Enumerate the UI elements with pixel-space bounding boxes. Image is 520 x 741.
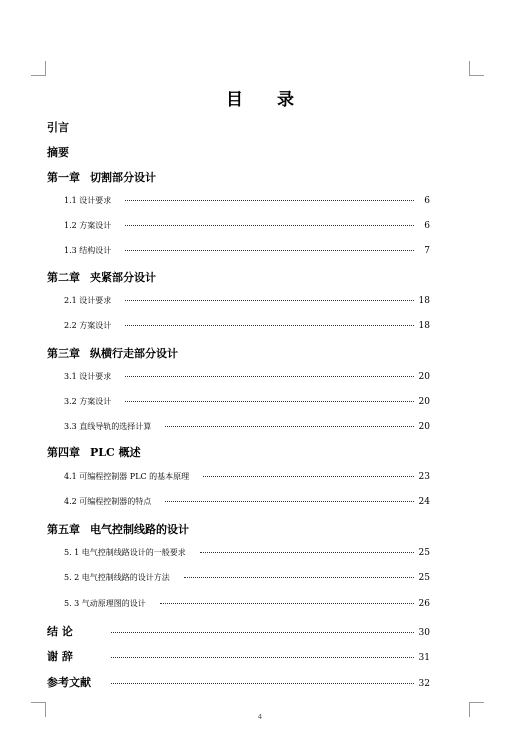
- dot-leader: [165, 425, 414, 427]
- toc-section-5-1[interactable]: [64, 547, 430, 558]
- chapter-number: 第一章: [47, 171, 80, 184]
- section-label: 5. 3 气动原理图的设计: [64, 599, 146, 608]
- dot-leader: [125, 324, 414, 326]
- footer-page-number: 4: [257, 713, 263, 721]
- chapter-number: 第二章: [47, 271, 80, 284]
- dot-leader: [125, 299, 414, 301]
- section-label: 1.1 设计要求: [64, 196, 112, 205]
- toc-section-3-3[interactable]: [64, 421, 430, 432]
- page-number: 26: [418, 599, 430, 609]
- toc-preface-label: 引言: [47, 121, 69, 134]
- back-matter-label: 参考文献: [47, 676, 91, 689]
- section-label: 2.1 设计要求: [64, 296, 112, 305]
- dot-leader: [111, 682, 414, 684]
- section-label: 5. 1 电气控制线路设计的一般要求: [64, 548, 186, 557]
- section-label: 5. 2 电气控制线路的设计方法: [64, 573, 170, 582]
- toc-references[interactable]: [47, 674, 430, 690]
- dot-leader: [184, 576, 414, 578]
- page-number: 20: [418, 397, 430, 407]
- page-number: 7: [424, 246, 430, 256]
- dot-leader: [165, 500, 414, 502]
- back-matter-label: 结 论: [47, 625, 73, 638]
- toc-preface[interactable]: [47, 119, 69, 135]
- chapter-number: 第五章: [47, 523, 80, 536]
- toc-section-4-2[interactable]: [64, 496, 430, 507]
- page-number: 31: [418, 653, 430, 663]
- section-label: 3.2 方案设计: [64, 397, 112, 406]
- toc-chapter-5[interactable]: [47, 521, 189, 537]
- back-matter-label: 谢 辞: [47, 650, 73, 663]
- page-number: 6: [424, 196, 430, 206]
- section-label: 3.3 直线导轨的选择计算: [64, 422, 152, 431]
- toc-acknowledgements[interactable]: [47, 648, 430, 664]
- chapter-number: 第三章: [47, 347, 80, 360]
- dot-leader: [125, 224, 414, 226]
- dot-leader: [200, 551, 414, 553]
- section-label: 2.2 方案设计: [64, 321, 112, 330]
- toc-section-5-3[interactable]: [64, 598, 430, 609]
- page-number: 24: [418, 497, 430, 507]
- toc-section-1-3[interactable]: [64, 245, 430, 256]
- dot-leader: [203, 475, 414, 477]
- toc-section-2-2[interactable]: [64, 320, 430, 331]
- section-label: 3.1 设计要求: [64, 372, 112, 381]
- page-number: 20: [418, 372, 430, 382]
- toc-chapter-3[interactable]: [47, 345, 178, 361]
- page-number: 20: [418, 422, 430, 432]
- chapter-number: 第四章: [47, 446, 80, 459]
- dot-leader: [125, 199, 414, 201]
- page-number: 18: [418, 296, 430, 306]
- toc-section-3-2[interactable]: [64, 396, 430, 407]
- toc-section-2-1[interactable]: [64, 295, 430, 306]
- chapter-name: 切割部分设计: [90, 171, 156, 184]
- section-label: 1.2 方案设计: [64, 221, 112, 230]
- chapter-name: PLC 概述: [90, 446, 141, 459]
- dot-leader: [125, 249, 414, 251]
- toc-section-1-1[interactable]: [64, 195, 430, 206]
- toc-section-1-2[interactable]: [64, 220, 430, 231]
- dot-leader: [160, 602, 414, 604]
- dot-leader: [125, 375, 414, 377]
- chapter-name: 夹紧部分设计: [90, 271, 156, 284]
- toc-abstract[interactable]: [47, 144, 69, 160]
- page-number: 32: [418, 679, 430, 689]
- page-number: 30: [418, 628, 430, 638]
- page-title: 目 录: [226, 90, 308, 110]
- toc-chapter-1[interactable]: [47, 169, 156, 185]
- page-number: 23: [418, 472, 430, 482]
- section-label: 4.2 可编程控制器的特点: [64, 497, 152, 506]
- dot-leader: [111, 631, 414, 633]
- chapter-name: 电气控制线路的设计: [90, 523, 189, 536]
- chapter-name: 纵横行走部分设计: [90, 347, 178, 360]
- page-number: 18: [418, 321, 430, 331]
- toc-chapter-4[interactable]: [47, 444, 141, 460]
- toc-section-5-2[interactable]: [64, 572, 430, 583]
- toc-abstract-label: 摘要: [47, 146, 69, 159]
- dot-leader: [111, 656, 414, 658]
- toc-section-4-1[interactable]: [64, 471, 430, 482]
- toc-section-3-1[interactable]: [64, 371, 430, 382]
- section-label: 1.3 结构设计: [64, 246, 112, 255]
- page-number: 25: [418, 573, 430, 583]
- toc-conclusion[interactable]: [47, 623, 430, 639]
- toc-chapter-2[interactable]: [47, 269, 156, 285]
- dot-leader: [125, 400, 414, 402]
- section-label: 4.1 可编程控制器 PLC 的基本原理: [64, 472, 190, 481]
- page-number: 25: [418, 548, 430, 558]
- page-number: 6: [424, 221, 430, 231]
